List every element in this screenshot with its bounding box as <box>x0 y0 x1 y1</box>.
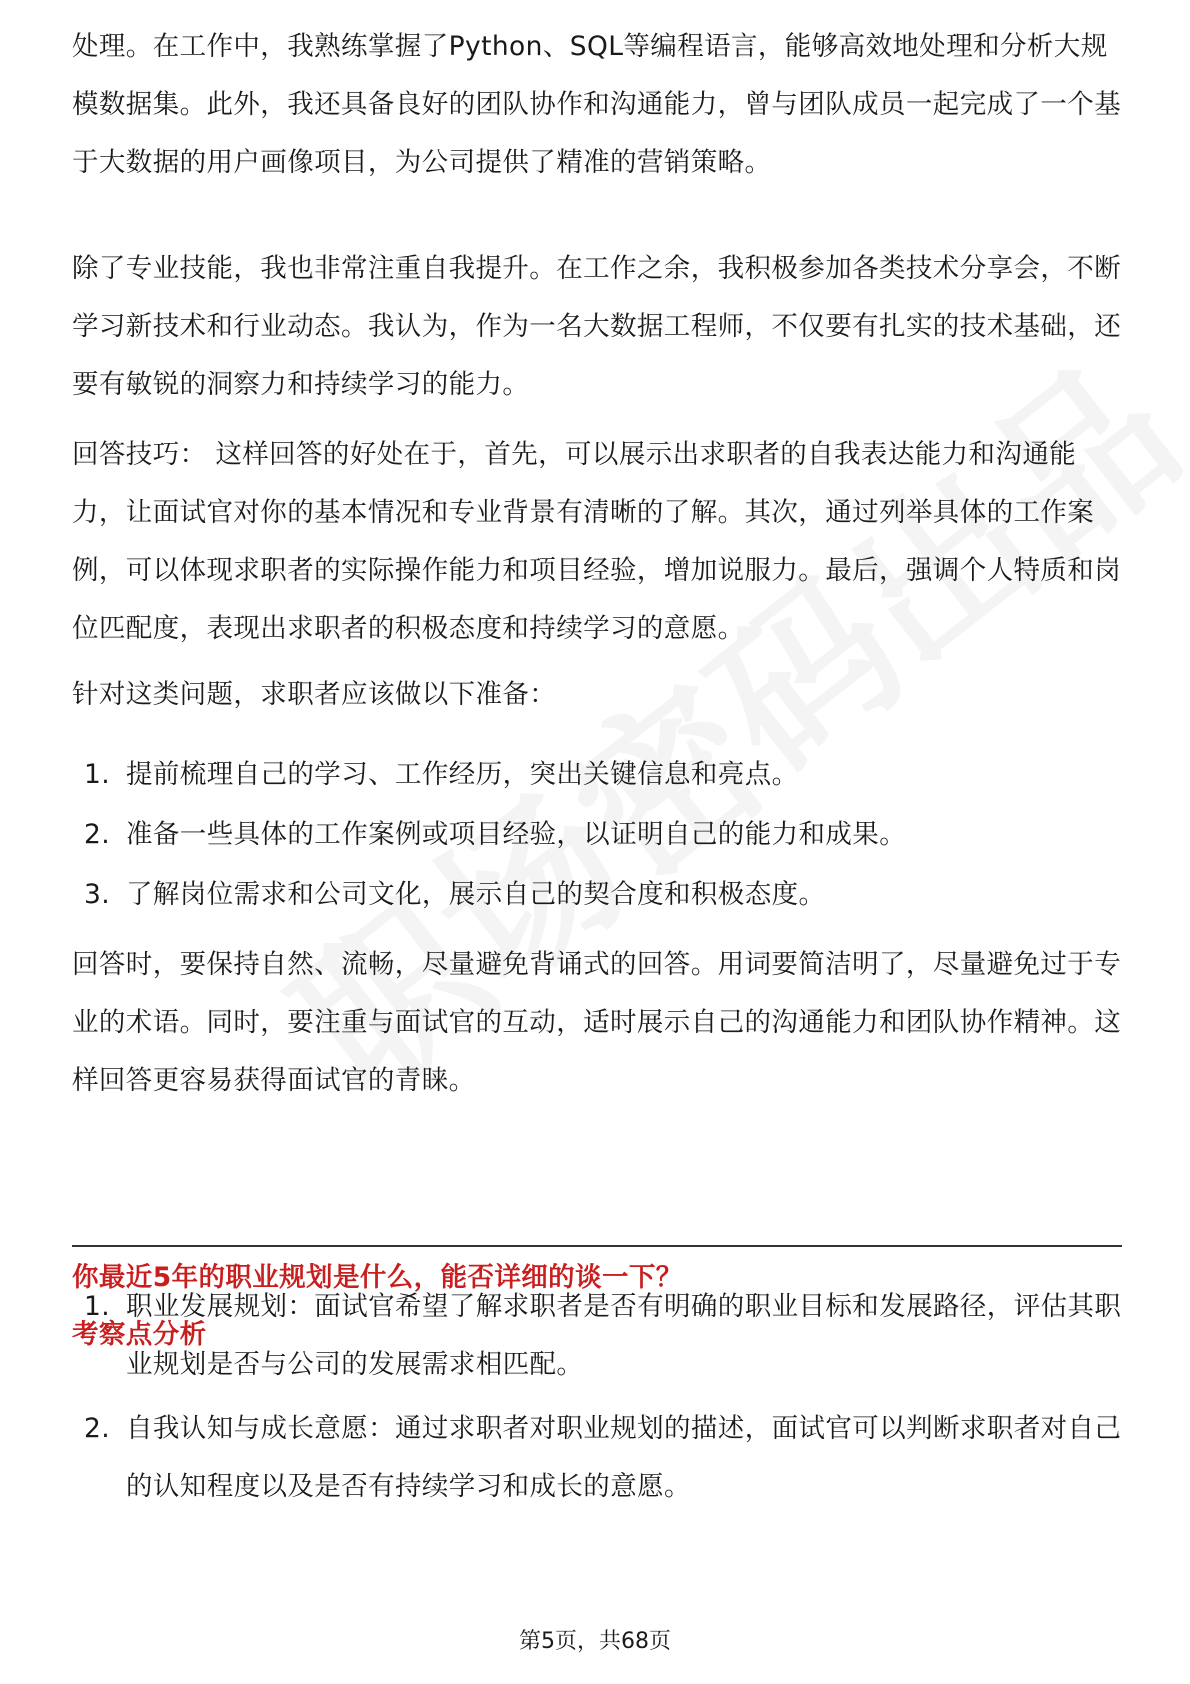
paragraph-intro-continued: 处理。在工作中，我熟练掌握了Python、SQL等编程语言，能够高效地处理和分析大规模数据集。此外，我还具备良好的团队协作和沟通能力，曾与团队成员一起完成了一个基于大数据的用户画像项目，为公司提供了精准的营销策略。 <box>72 31 1122 178</box>
list-item: 2. 准备一些具体的工作案例或项目经验，以证明自己的能力和成果。 <box>84 819 907 850</box>
analysis-points-list <box>72 1278 1122 1516</box>
list-item: 3. 了解岗位需求和公司文化，展示自己的契合度和积极态度。 <box>84 879 826 910</box>
preparation-list <box>72 746 1122 924</box>
paragraph-self-improvement: 除了专业技能，我也非常注重自我提升。在工作之余，我积极参加各类技术分享会，不断学习新技术和行业动态。我认为，作为一名大数据工程师，不仅要有扎实的技术基础，还要有敏锐的洞察力和持续学习的能力。 <box>72 253 1122 400</box>
list-item: 1. 职业发展规划：面试官希望了解求职者是否有明确的职业目标和发展路径，评估其职业规划是否与公司的发展需求相匹配。 <box>84 1291 1122 1380</box>
list-item: 2. 自我认知与成长意愿：通过求职者对职业规划的描述，面试官可以判断求职者对自己的认知程度以及是否有持续学习和成长的意愿。 <box>84 1413 1122 1502</box>
paragraph-answer-tips: 回答技巧： 这样回答的好处在于，首先，可以展示出求职者的自我表达能力和沟通能力，让面试官对你的基本情况和专业背景有清晰的了解。其次，通过列举具体的工作案例，可以体现求职者的实际操作能力和项目经验，增加说服力。最后，强调个人特质和岗位匹配度，表现出求职者的积极态度和持续学习的意愿。 <box>72 439 1122 644</box>
analysis-heading: 考察点分析 <box>72 1319 207 1350</box>
paragraph-preparation-intro: 针对这类问题，求职者应该做以下准备： <box>72 679 557 710</box>
page-number-footer: 第5页，共68页 <box>519 1629 671 1654</box>
paragraph-closing: 回答时，要保持自然、流畅，尽量避免背诵式的回答。用词要简洁明了，尽量避免过于专业的术语。同时，要注重与面试官的互动，适时展示自己的沟通能力和团队协作精神。这样回答更容易获得面试官的青睐。 <box>72 949 1122 1096</box>
section-divider <box>72 1245 1122 1247</box>
question-title: 你最近5年的职业规划是什么，能否详细的谈一下？ <box>72 1262 683 1293</box>
list-item: 1. 提前梳理自己的学习、工作经历，突出关键信息和亮点。 <box>84 759 799 790</box>
